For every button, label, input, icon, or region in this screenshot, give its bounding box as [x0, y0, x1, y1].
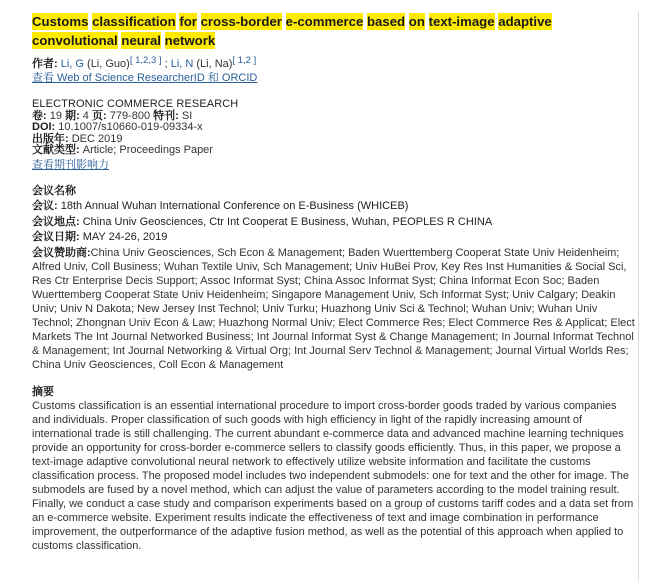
- authors-row: [32, 57, 638, 85]
- title-word: cross-border: [200, 14, 282, 29]
- title-word: e-commerce: [285, 14, 364, 29]
- author-link-li-na[interactable]: Li, N: [170, 58, 194, 70]
- title-word: classification: [92, 14, 176, 29]
- meeting-label: 会议:: [32, 200, 58, 212]
- conference-heading: 会议名称: [32, 184, 76, 197]
- title-word: adaptive: [498, 14, 552, 29]
- title-word: convolutional: [32, 33, 118, 48]
- abstract-text: Customs classification is an essential international procedure to import cross-border goods traded by various companies and individuals. Proper classification of such goods with high efficiency in light of the rapidly increasing amount of international trade is still challenging. The current abundant e-commerce data and advanced machine learning techniques provide an opportunity for cross-border e-commerce sellers to classify goods efficiently. Thus, in this paper, we propose a text-image adaptive convolutional neural network to effectively utilize website information and facilitate the customs classification process. The proposed model includes two independent submodels: one for text and the other for image. The submodels are fused by a novel method, which can adjust the value of parameters according to the model training result. Finally, we conduct a case study and comparison experiments based on a group of customs tariff codes and a data set from an e-commerce website. Experiment results indicate the effectiveness of text and image combination in performance improvement, the outperformance of the adaptive fusion method, as well as the potential of this approach when applied to customs classification.: [32, 399, 634, 552]
- conference-section: [32, 184, 638, 372]
- doctype-label: 文献类型:: [32, 144, 80, 156]
- doctype-row: [32, 145, 638, 157]
- title-word: network: [164, 33, 216, 48]
- sponsors-row: [32, 246, 638, 372]
- title-word: for: [179, 14, 197, 29]
- author-affiliation-sup[interactable]: [ 1,2,3 ]: [129, 55, 162, 66]
- author-fullname: (Li, Guo): [87, 58, 130, 70]
- date-row: [32, 230, 638, 246]
- pages-label: 页:: [91, 109, 107, 122]
- date-value: MAY 24-26, 2019: [82, 231, 168, 243]
- author-fullname: (Li, Na): [196, 58, 233, 70]
- special-issue-value: SI: [181, 109, 193, 122]
- title-word: based: [367, 14, 406, 29]
- abstract-section: [32, 385, 638, 553]
- journal-impact-link[interactable]: 查看期刊影响力: [32, 158, 109, 171]
- sponsors-value: China Univ Geosciences, Sch Econ & Management; Baden Wuerttemberg Cooperat State Univ Heidenheim; Alfred Univ, Coll Business; Wuhan Textile Univ, Sch Management; Univ HuBei Prov, Key Res Inst Humanities & Social Sci, Res Ctr Enterprise Decis Support; Assoc Informat Syst; China Assoc Informat Syst; China Informat Econ Soc; Baden Wuerttemberg Cooperat State Univ Heidenheim; Singapore Management Univ, Sch Informat Syst; Univ Calgary; Deakin Univ; Univ N Dakota; New Jersey Inst Technol; Univ Turku; Huazhong Univ Sci & Technol; Wuhan Univ; Wuhan Univ Technol; Zhongnan Univ Econ & Law; Huazhong Normal Univ; Elect Commerce Res; Elect Commerce Res & Applicat; Elect Markets The Int Journal Networked Business; Int Journal Informat Syst & Change Management; In Journal Informat Technol & Management; Int Journal Networking & Virtual Org; Int Journal Serv Technol & Management; Journal Virtual Worlds Res; China Univ Geosciences, Coll Econ & Management: [32, 246, 635, 371]
- sponsors-label: 会议赞助商:: [32, 246, 91, 259]
- location-value: China Univ Geosciences, Ctr Int Cooperat E Business, Wuhan, PEOPLES R CHINA: [82, 215, 493, 228]
- published-label: 出版年:: [32, 132, 69, 145]
- record-page: [32, 12, 639, 581]
- abstract-heading: 摘要: [32, 385, 54, 398]
- journal-name: ELECTRONIC COMMERCE RESEARCH: [32, 98, 239, 110]
- doctype-value: Article; Proceedings Paper: [82, 144, 213, 156]
- issue-label: 期:: [65, 109, 80, 122]
- pages-value: 779-800: [109, 109, 151, 122]
- location-label: 会议地点:: [32, 215, 80, 228]
- date-label: 会议日期:: [32, 231, 80, 243]
- title-word: text-image: [428, 14, 495, 29]
- journal-info: [32, 99, 638, 172]
- doi-label: DOI:: [32, 121, 56, 133]
- authors-label: 作者:: [32, 58, 58, 70]
- doi-value: 10.1007/s10660-019-09334-x: [58, 121, 203, 133]
- title-word: Customs: [32, 14, 89, 29]
- special-issue-label: 特刊:: [153, 109, 179, 122]
- author-separator: ;: [164, 58, 168, 70]
- title-word: on: [408, 14, 425, 29]
- record-title: [32, 12, 622, 50]
- published-value: DEC 2019: [71, 132, 123, 145]
- meeting-row: [32, 199, 638, 215]
- doi-row: [32, 122, 638, 134]
- volume-value: 19: [49, 109, 62, 122]
- location-row: [32, 215, 638, 231]
- meeting-value: 18th Annual Wuhan International Conference on E-Business (WHICEB): [60, 200, 409, 212]
- author-affiliation-sup[interactable]: [ 1,2 ]: [232, 55, 257, 66]
- volume-label: 卷:: [32, 109, 47, 122]
- researcher-id-orcid-link[interactable]: 查看 Web of Science ResearcherID 和 ORCID: [32, 72, 258, 84]
- issue-value: 4: [82, 109, 89, 122]
- title-word: neural: [121, 33, 161, 48]
- author-link-li-guo[interactable]: Li, G: [60, 58, 84, 70]
